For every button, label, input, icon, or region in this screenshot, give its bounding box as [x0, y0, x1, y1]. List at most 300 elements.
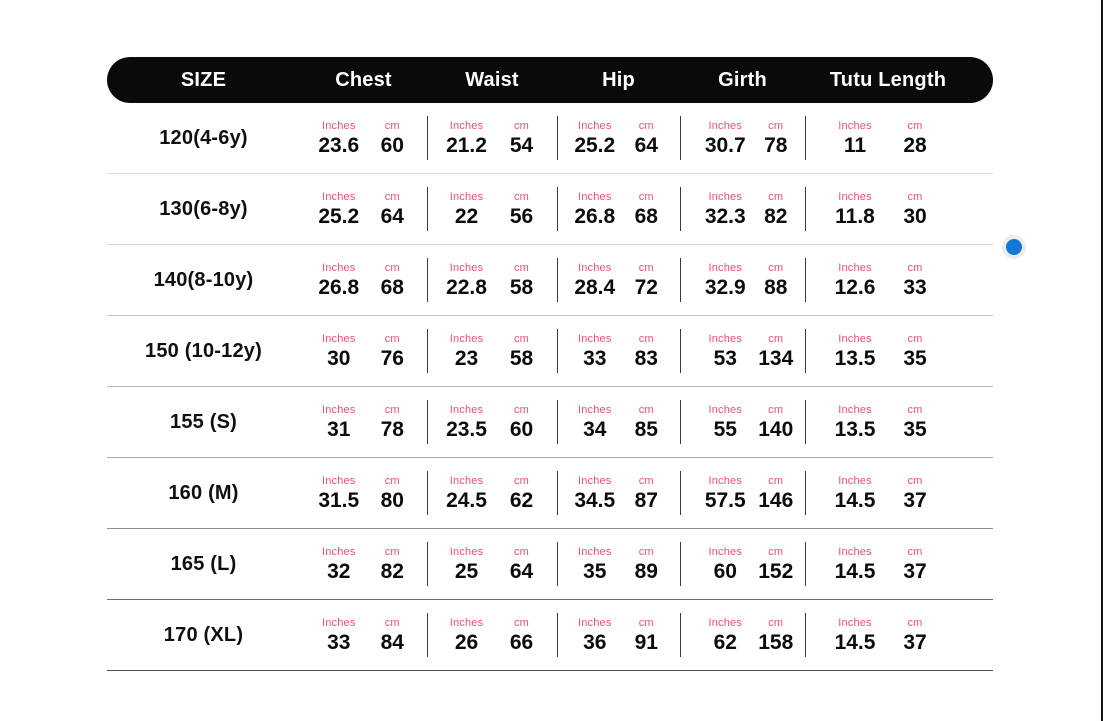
measure-hip-cm — [621, 333, 673, 369]
value-cm: 78 — [764, 134, 788, 157]
unit-label-inches: Inches — [321, 262, 356, 274]
size-cell: 150 (10-12y) — [145, 339, 262, 362]
value-inches: 57.5 — [704, 489, 746, 512]
measure-cell-chest — [300, 103, 427, 173]
measure-waist-inches — [439, 617, 494, 653]
measure-tutu-cm — [885, 120, 945, 156]
header-chest: Chest — [335, 68, 392, 91]
unit-label-inches: Inches — [449, 546, 484, 558]
value-inches: 31 — [327, 418, 351, 441]
measure-cell-chest — [300, 316, 427, 386]
unit-label-cm: cm — [638, 120, 654, 132]
measure-hip-inches — [569, 262, 621, 298]
measure-tutu-inches — [825, 475, 885, 511]
measure-chest-inches — [312, 120, 366, 156]
value-cm: 56 — [509, 205, 534, 228]
unit-label-inches: Inches — [708, 191, 743, 203]
unit-label-cm: cm — [638, 404, 654, 416]
measure-cell-girth — [680, 600, 805, 670]
value-cm: 83 — [634, 347, 658, 370]
measure-girth-inches — [700, 191, 751, 227]
value-inches: 24.5 — [446, 489, 487, 512]
unit-label-inches: Inches — [708, 475, 743, 487]
unit-label-cm: cm — [907, 617, 923, 629]
unit-label-cm: cm — [513, 262, 530, 274]
value-inches: 26 — [454, 631, 479, 654]
measure-cell-girth — [680, 458, 805, 528]
unit-label-cm: cm — [638, 262, 654, 274]
measure-cell-waist — [427, 600, 557, 670]
value-cm: 134 — [758, 347, 794, 370]
measure-hip-inches — [569, 617, 621, 653]
unit-label-cm: cm — [513, 475, 530, 487]
unit-label-cm: cm — [638, 333, 654, 345]
size-cell: 170 (XL) — [163, 623, 244, 646]
unit-label-inches: Inches — [321, 404, 356, 416]
measure-tutu-cm — [885, 475, 945, 511]
measure-cell-waist — [427, 458, 557, 528]
measure-cell-chest — [300, 174, 427, 244]
measure-cell-tutu — [805, 458, 993, 528]
unit-label-inches: Inches — [321, 475, 356, 487]
measure-cell-chest — [300, 600, 427, 670]
measure-chest-cm — [366, 191, 420, 227]
unit-label-inches: Inches — [708, 617, 743, 629]
table-row — [107, 458, 993, 529]
value-cm: 87 — [634, 489, 658, 512]
unit-label-inches: Inches — [577, 191, 612, 203]
unit-label-inches: Inches — [838, 262, 872, 274]
measure-cell-girth — [680, 245, 805, 315]
measure-chest-inches — [312, 333, 366, 369]
unit-label-inches: Inches — [449, 333, 484, 345]
measure-waist-cm — [494, 191, 549, 227]
unit-label-inches: Inches — [577, 475, 612, 487]
measure-girth-inches — [700, 546, 751, 582]
table-row — [107, 387, 993, 458]
measure-girth-cm — [751, 404, 802, 440]
measure-tutu-cm — [885, 546, 945, 582]
measure-waist-inches — [439, 333, 494, 369]
table-row — [107, 316, 993, 387]
measure-waist-cm — [494, 404, 549, 440]
value-cm: 88 — [764, 276, 788, 299]
unit-label-inches: Inches — [838, 191, 872, 203]
unit-label-inches: Inches — [708, 262, 743, 274]
value-inches: 31.5 — [318, 489, 360, 512]
measure-chest-inches — [312, 546, 366, 582]
value-inches: 11 — [843, 134, 867, 157]
unit-label-inches: Inches — [838, 333, 872, 345]
value-inches: 34.5 — [574, 489, 616, 512]
unit-label-inches: Inches — [321, 120, 356, 132]
measure-hip-inches — [569, 475, 621, 511]
measure-girth-inches — [700, 475, 751, 511]
unit-label-cm: cm — [907, 191, 923, 203]
value-cm: 85 — [634, 418, 658, 441]
measure-cell-hip — [557, 316, 680, 386]
measure-cell-waist — [427, 529, 557, 599]
unit-label-cm: cm — [384, 262, 400, 274]
value-cm: 146 — [758, 489, 794, 512]
value-inches: 62 — [713, 631, 737, 654]
value-cm: 35 — [903, 347, 927, 370]
value-cm: 72 — [634, 276, 658, 299]
measure-waist-inches — [439, 120, 494, 156]
value-inches: 60 — [713, 560, 737, 583]
measure-cell-chest — [300, 529, 427, 599]
unit-label-inches: Inches — [449, 617, 484, 629]
measure-cell-waist — [427, 387, 557, 457]
size-cell: 165 (L) — [170, 552, 237, 575]
measure-hip-inches — [569, 404, 621, 440]
measure-girth-cm — [751, 333, 802, 369]
unit-label-cm: cm — [638, 617, 654, 629]
measure-tutu-cm — [885, 617, 945, 653]
unit-label-cm: cm — [768, 262, 784, 274]
measure-cell-tutu — [805, 529, 993, 599]
unit-label-inches: Inches — [838, 546, 872, 558]
unit-label-inches: Inches — [708, 546, 743, 558]
value-inches: 26.8 — [318, 276, 360, 299]
unit-label-inches: Inches — [577, 120, 612, 132]
value-inches: 32 — [327, 560, 351, 583]
measure-cell-girth — [680, 387, 805, 457]
value-cm: 64 — [380, 205, 404, 228]
measure-girth-inches — [700, 120, 751, 156]
unit-label-inches: Inches — [577, 546, 612, 558]
measure-cell-hip — [557, 387, 680, 457]
measure-hip-cm — [621, 546, 673, 582]
measure-cell-hip — [557, 174, 680, 244]
measure-waist-inches — [439, 475, 494, 511]
value-inches: 26.8 — [574, 205, 616, 228]
measure-tutu-inches — [825, 404, 885, 440]
measure-chest-inches — [312, 617, 366, 653]
unit-label-cm: cm — [907, 333, 923, 345]
unit-label-inches: Inches — [838, 617, 872, 629]
measure-cell-waist — [427, 316, 557, 386]
unit-label-inches: Inches — [577, 262, 612, 274]
measure-tutu-inches — [825, 191, 885, 227]
unit-label-cm: cm — [768, 333, 784, 345]
unit-label-cm: cm — [907, 262, 923, 274]
unit-label-inches: Inches — [577, 333, 612, 345]
measure-tutu-inches — [825, 262, 885, 298]
value-cm: 33 — [903, 276, 927, 299]
value-cm: 76 — [380, 347, 404, 370]
measure-waist-inches — [439, 191, 494, 227]
measure-chest-cm — [366, 333, 420, 369]
table-row — [107, 245, 993, 316]
measure-cell-girth — [680, 529, 805, 599]
measure-hip-cm — [621, 475, 673, 511]
unit-label-cm: cm — [907, 546, 923, 558]
measure-chest-cm — [366, 475, 420, 511]
measure-girth-cm — [751, 546, 802, 582]
measure-chest-cm — [366, 120, 420, 156]
unit-label-cm: cm — [638, 546, 654, 558]
value-cm: 80 — [380, 489, 404, 512]
value-cm: 64 — [634, 134, 658, 157]
measure-hip-inches — [569, 546, 621, 582]
unit-label-cm: cm — [384, 404, 400, 416]
measure-cell-girth — [680, 174, 805, 244]
unit-label-cm: cm — [384, 546, 400, 558]
measure-waist-cm — [494, 262, 549, 298]
value-inches: 32.9 — [704, 276, 746, 299]
unit-label-inches: Inches — [449, 404, 484, 416]
unit-label-inches: Inches — [321, 191, 356, 203]
size-chart-table — [107, 57, 993, 671]
value-cm: 58 — [509, 276, 534, 299]
value-inches: 14.5 — [834, 489, 876, 512]
measure-hip-cm — [621, 191, 673, 227]
unit-label-cm: cm — [513, 333, 530, 345]
measure-tutu-inches — [825, 120, 885, 156]
unit-label-cm: cm — [768, 191, 784, 203]
carousel-page-dot[interactable] — [1006, 239, 1022, 255]
value-inches: 25.2 — [318, 205, 360, 228]
value-cm: 89 — [634, 560, 658, 583]
value-inches: 53 — [713, 347, 737, 370]
value-inches: 13.5 — [834, 418, 876, 441]
measure-hip-cm — [621, 120, 673, 156]
value-cm: 68 — [380, 276, 404, 299]
value-cm: 35 — [903, 418, 927, 441]
measure-chest-inches — [312, 191, 366, 227]
unit-label-inches: Inches — [449, 120, 484, 132]
size-cell: 160 (M) — [168, 481, 239, 504]
value-inches: 30 — [327, 347, 351, 370]
unit-label-inches: Inches — [449, 262, 484, 274]
value-cm: 78 — [380, 418, 404, 441]
measure-girth-inches — [700, 617, 751, 653]
value-cm: 60 — [380, 134, 404, 157]
unit-label-cm: cm — [384, 475, 400, 487]
value-cm: 54 — [509, 134, 534, 157]
value-cm: 60 — [509, 418, 534, 441]
measure-girth-inches — [700, 333, 751, 369]
measure-girth-cm — [751, 262, 802, 298]
unit-label-inches: Inches — [577, 404, 612, 416]
measure-cell-tutu — [805, 387, 993, 457]
measure-cell-hip — [557, 458, 680, 528]
unit-label-cm: cm — [768, 404, 784, 416]
measure-cell-waist — [427, 103, 557, 173]
unit-label-cm: cm — [768, 120, 784, 132]
unit-label-cm: cm — [513, 191, 530, 203]
measure-girth-inches — [700, 404, 751, 440]
value-inches: 11.8 — [835, 205, 875, 228]
measure-tutu-inches — [825, 546, 885, 582]
measure-hip-cm — [621, 617, 673, 653]
value-inches: 28.4 — [574, 276, 616, 299]
unit-label-inches: Inches — [708, 120, 743, 132]
measure-girth-cm — [751, 617, 802, 653]
header-hip: Hip — [602, 68, 635, 91]
measure-tutu-inches — [825, 333, 885, 369]
value-inches: 14.5 — [834, 560, 876, 583]
measure-tutu-cm — [885, 333, 945, 369]
measure-hip-cm — [621, 404, 673, 440]
value-cm: 68 — [634, 205, 658, 228]
measure-tutu-inches — [825, 617, 885, 653]
measure-tutu-cm — [885, 262, 945, 298]
value-cm: 62 — [509, 489, 534, 512]
value-cm: 84 — [380, 631, 404, 654]
measure-cell-chest — [300, 245, 427, 315]
unit-label-cm: cm — [768, 475, 784, 487]
size-cell: 120(4-6y) — [159, 126, 248, 149]
measure-cell-tutu — [805, 600, 993, 670]
size-cell: 130(6-8y) — [159, 197, 248, 220]
value-inches: 12.6 — [834, 276, 876, 299]
value-cm: 28 — [903, 134, 927, 157]
value-cm: 66 — [509, 631, 534, 654]
unit-label-inches: Inches — [321, 333, 356, 345]
measure-hip-cm — [621, 262, 673, 298]
value-inches: 23 — [454, 347, 479, 370]
measure-waist-inches — [439, 404, 494, 440]
unit-label-cm: cm — [384, 120, 400, 132]
unit-label-cm: cm — [907, 120, 923, 132]
measure-cell-girth — [680, 316, 805, 386]
measure-hip-inches — [569, 333, 621, 369]
value-inches: 33 — [583, 347, 607, 370]
value-cm: 37 — [903, 560, 927, 583]
value-cm: 140 — [758, 418, 794, 441]
unit-label-cm: cm — [513, 617, 530, 629]
measure-chest-cm — [366, 617, 420, 653]
measure-waist-cm — [494, 333, 549, 369]
measure-cell-chest — [300, 387, 427, 457]
measure-tutu-cm — [885, 404, 945, 440]
unit-label-inches: Inches — [838, 475, 872, 487]
unit-label-inches: Inches — [321, 617, 356, 629]
value-inches: 21.2 — [446, 134, 487, 157]
value-inches: 14.5 — [834, 631, 876, 654]
value-inches: 13.5 — [834, 347, 876, 370]
table-header — [107, 57, 993, 103]
unit-label-cm: cm — [513, 120, 530, 132]
measure-girth-inches — [700, 262, 751, 298]
unit-label-inches: Inches — [321, 546, 356, 558]
value-inches: 23.5 — [446, 418, 487, 441]
value-inches: 23.6 — [318, 134, 360, 157]
unit-label-cm: cm — [384, 617, 400, 629]
value-cm: 30 — [903, 205, 927, 228]
value-cm: 37 — [903, 631, 927, 654]
measure-chest-cm — [366, 546, 420, 582]
unit-label-cm: cm — [907, 404, 923, 416]
measure-chest-cm — [366, 262, 420, 298]
measure-girth-cm — [751, 120, 802, 156]
table-row — [107, 174, 993, 245]
measure-cell-hip — [557, 103, 680, 173]
unit-label-inches: Inches — [449, 191, 484, 203]
measure-waist-inches — [439, 546, 494, 582]
measure-chest-inches — [312, 404, 366, 440]
value-inches: 35 — [583, 560, 607, 583]
measure-cell-tutu — [805, 174, 993, 244]
value-cm: 82 — [380, 560, 404, 583]
header-waist: Waist — [465, 68, 519, 91]
measure-waist-cm — [494, 546, 549, 582]
unit-label-inches: Inches — [708, 404, 743, 416]
table-row — [107, 529, 993, 600]
measure-waist-inches — [439, 262, 494, 298]
value-cm: 37 — [903, 489, 927, 512]
size-cell: 140(8-10y) — [153, 268, 254, 291]
header-girth: Girth — [718, 68, 767, 91]
value-cm: 82 — [764, 205, 788, 228]
value-cm: 152 — [758, 560, 794, 583]
table-body — [107, 103, 993, 671]
measure-chest-inches — [312, 475, 366, 511]
value-inches: 25.2 — [574, 134, 616, 157]
unit-label-cm: cm — [907, 475, 923, 487]
value-cm: 91 — [634, 631, 658, 654]
measure-cell-hip — [557, 245, 680, 315]
measure-hip-inches — [569, 191, 621, 227]
unit-label-cm: cm — [768, 617, 784, 629]
unit-label-cm: cm — [513, 546, 530, 558]
measure-cell-waist — [427, 174, 557, 244]
table-row — [107, 103, 993, 174]
measure-cell-hip — [557, 600, 680, 670]
unit-label-cm: cm — [638, 475, 654, 487]
value-inches: 22.8 — [446, 276, 487, 299]
measure-cell-girth — [680, 103, 805, 173]
value-inches: 33 — [327, 631, 351, 654]
value-inches: 55 — [713, 418, 737, 441]
measure-girth-cm — [751, 191, 802, 227]
unit-label-inches: Inches — [577, 617, 612, 629]
measure-girth-cm — [751, 475, 802, 511]
unit-label-cm: cm — [768, 546, 784, 558]
unit-label-inches: Inches — [838, 120, 872, 132]
measure-cell-hip — [557, 529, 680, 599]
value-inches: 25 — [454, 560, 479, 583]
value-cm: 158 — [758, 631, 794, 654]
measure-waist-cm — [494, 475, 549, 511]
unit-label-cm: cm — [384, 191, 400, 203]
size-cell: 155 (S) — [170, 410, 237, 433]
unit-label-inches: Inches — [708, 333, 743, 345]
value-inches: 36 — [583, 631, 607, 654]
measure-waist-cm — [494, 120, 549, 156]
measure-chest-inches — [312, 262, 366, 298]
measure-cell-tutu — [805, 103, 993, 173]
value-inches: 30.7 — [704, 134, 746, 157]
measure-chest-cm — [366, 404, 420, 440]
measure-cell-chest — [300, 458, 427, 528]
value-cm: 58 — [509, 347, 534, 370]
unit-label-inches: Inches — [449, 475, 484, 487]
value-inches: 22 — [454, 205, 479, 228]
table-row — [107, 600, 993, 671]
measure-waist-cm — [494, 617, 549, 653]
measure-hip-inches — [569, 120, 621, 156]
unit-label-cm: cm — [513, 404, 530, 416]
measure-cell-waist — [427, 245, 557, 315]
unit-label-inches: Inches — [838, 404, 872, 416]
measure-cell-tutu — [805, 316, 993, 386]
measure-cell-tutu — [805, 245, 993, 315]
unit-label-cm: cm — [384, 333, 400, 345]
value-inches: 34 — [583, 418, 607, 441]
